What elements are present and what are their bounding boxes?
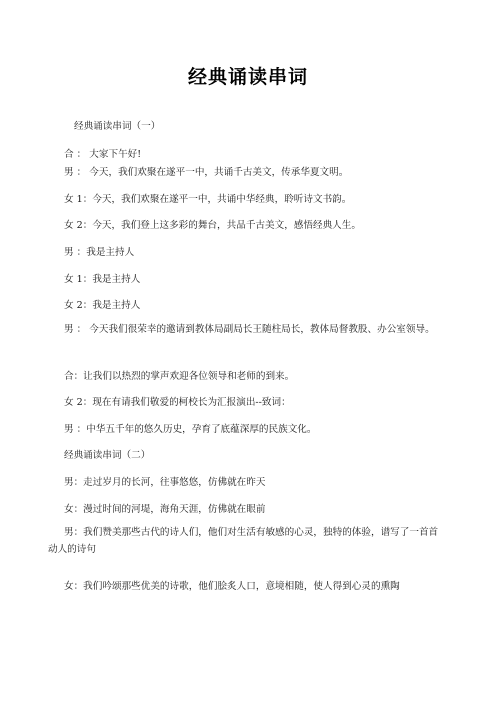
paragraph: 男 ： 今天我们很荣幸的邀请到教体局副局长王随柱局长，教体局督教股、办公室领导。 bbox=[64, 324, 435, 335]
section-heading-2: 经典诵读串词（二） bbox=[64, 450, 151, 461]
paragraph: 女 1：我是主持人 bbox=[64, 274, 141, 285]
paragraph: 女 2：今天，我们登上这多彩的舞台，共品千古美文，感悟经典人生。 bbox=[64, 220, 361, 231]
paragraph: 女：我们吟颂那些优美的诗歌，他们脍炙人口，意境相随，使人得到心灵的熏陶 bbox=[64, 581, 400, 592]
paragraph: 女 1：今天，我们欢聚在遂平一中，共诵中华经典，聆听诗文书韵。 bbox=[64, 194, 352, 205]
paragraph: 女 2：现在有请我们敬爱的柯校长为汇报演出--致词： bbox=[64, 397, 291, 408]
paragraph: 合：让我们以热烈的掌声欢迎各位领导和老师的到来。 bbox=[64, 371, 295, 382]
paragraph: 女：漫过时间的河堤，海角天涯，仿佛就在眼前 bbox=[64, 504, 266, 515]
paragraph: 女 2：我是主持人 bbox=[64, 300, 141, 311]
paragraph: 合 ： 大家下午好! bbox=[64, 149, 142, 160]
paragraph: 男 ：中华五千年的悠久历史，孕育了底蕴深厚的民族文化。 bbox=[64, 424, 317, 435]
paragraph: 男 ： 今天，我们欢聚在遂平一中，共诵千古美文，传承华夏文明。 bbox=[64, 167, 349, 178]
section-heading-1: 经典诵读串词（一） bbox=[74, 121, 161, 132]
document-title: 经典诵读串词 bbox=[187, 66, 308, 88]
paragraph: 男 ：我是主持人 bbox=[64, 247, 135, 258]
paragraph: 男：我们赞美那些古代的诗人们，他们对生活有敏感的心灵，独特的体验，谱写了一首首动人的诗句 bbox=[48, 527, 439, 555]
paragraph: 男：走过岁月的长河，往事悠悠，仿佛就在昨天 bbox=[64, 477, 266, 488]
